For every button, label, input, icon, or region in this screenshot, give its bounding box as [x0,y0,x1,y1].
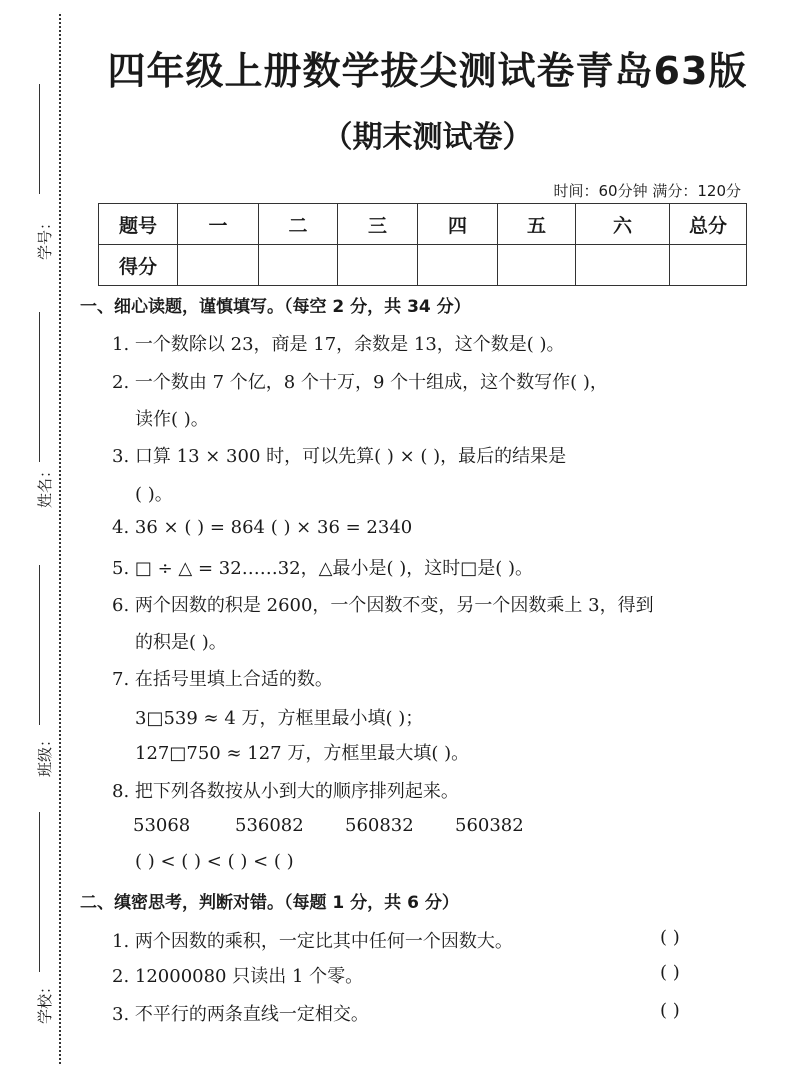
answer-blank[interactable]: ( ) [660,962,680,983]
score-table [98,203,747,286]
number-item: 560382 [455,815,524,836]
binding-margin [0,0,62,1072]
question-2-3: 3. 不平行的两条直线一定相交。 [112,1004,369,1025]
score-table-header-row [99,204,747,245]
score-input-cell[interactable] [338,245,418,286]
table-cell: 题号 [99,204,178,245]
question-1-8: 8. 把下列各数按从小到大的顺序排列起来。 [112,781,459,802]
question-1-4: 4. 36 × ( ) = 864 ( ) × 36 = 2340 [112,517,413,538]
question-1-7-b: 127□750 ≈ 127 万，方框里最大填( )。 [135,743,470,764]
question-1-6: 6. 两个因数的积是 2600，一个因数不变，另一个因数乘上 3，得到 [112,595,654,616]
score-input-cell[interactable] [498,245,576,286]
question-1-2: 2. 一个数由 7 个亿，8 个十万，9 个十组成，这个数写作( )， [112,372,608,393]
student-no-underline [39,84,40,194]
section-1-heading: 一、细心读题，谨慎填写。（每空 2 分，共 34 分） [80,297,471,317]
number-item: 53068 [133,815,191,836]
order-blanks[interactable]: ( ) < ( ) < ( ) < ( ) [135,851,294,872]
answer-blank[interactable]: ( ) [660,1000,680,1021]
score-table-score-row [99,245,747,286]
table-cell: 四 [418,204,498,245]
score-input-cell[interactable] [259,245,338,286]
table-cell: 五 [498,204,576,245]
number-item: 560832 [345,815,414,836]
question-1-6-cont: 的积是( )。 [135,632,227,653]
class-underline [39,565,40,725]
question-1-1: 1. 一个数除以 23，商是 17，余数是 13，这个数是( )。 [112,334,565,355]
question-1-7: 7. 在括号里填上合适的数。 [112,669,333,690]
question-1-3-cont: ( )。 [135,484,173,505]
question-2-1: 1. 两个因数的乘积，一定比其中任何一个因数大。 [112,931,513,952]
cut-line [59,14,61,1064]
class-label: 班级： [36,731,54,777]
score-input-cell[interactable] [670,245,747,286]
question-1-2-cont: 读作( )。 [135,409,209,430]
exam-meta: 时间：60分钟 满分：120分 [553,182,741,200]
table-cell: 三 [338,204,418,245]
question-1-3: 3. 口算 13 × 300 时，可以先算( ) × ( )，最后的结果是 [112,446,567,467]
school-label: 学校： [36,978,54,1024]
answer-blank[interactable]: ( ) [660,927,680,948]
number-item: 536082 [235,815,304,836]
question-2-2: 2. 12000080 只读出 1 个零。 [112,966,364,987]
table-cell: 二 [259,204,338,245]
score-input-cell[interactable] [576,245,670,286]
score-input-cell[interactable] [418,245,498,286]
table-cell: 总分 [670,204,747,245]
name-underline [39,312,40,462]
table-cell: 六 [576,204,670,245]
question-1-7-a: 3□539 ≈ 4 万，方框里最小填( )； [135,708,424,729]
section-2-heading: 二、缜密思考，判断对错。（每题 1 分，共 6 分） [80,893,459,913]
school-underline [39,812,40,972]
question-1-5: 5. □ ÷ △ = 32……32，△最小是( )，这时□是( )。 [112,558,533,579]
name-label: 姓名： [36,462,54,508]
table-cell: 一 [178,204,259,245]
page-title: 四年级上册数学拔尖测试卷青岛63版 [107,49,748,93]
page-subtitle: （期末测试卷） [322,120,533,155]
table-cell: 得分 [99,245,178,286]
student-no-label: 学号： [36,214,54,260]
score-input-cell[interactable] [178,245,259,286]
